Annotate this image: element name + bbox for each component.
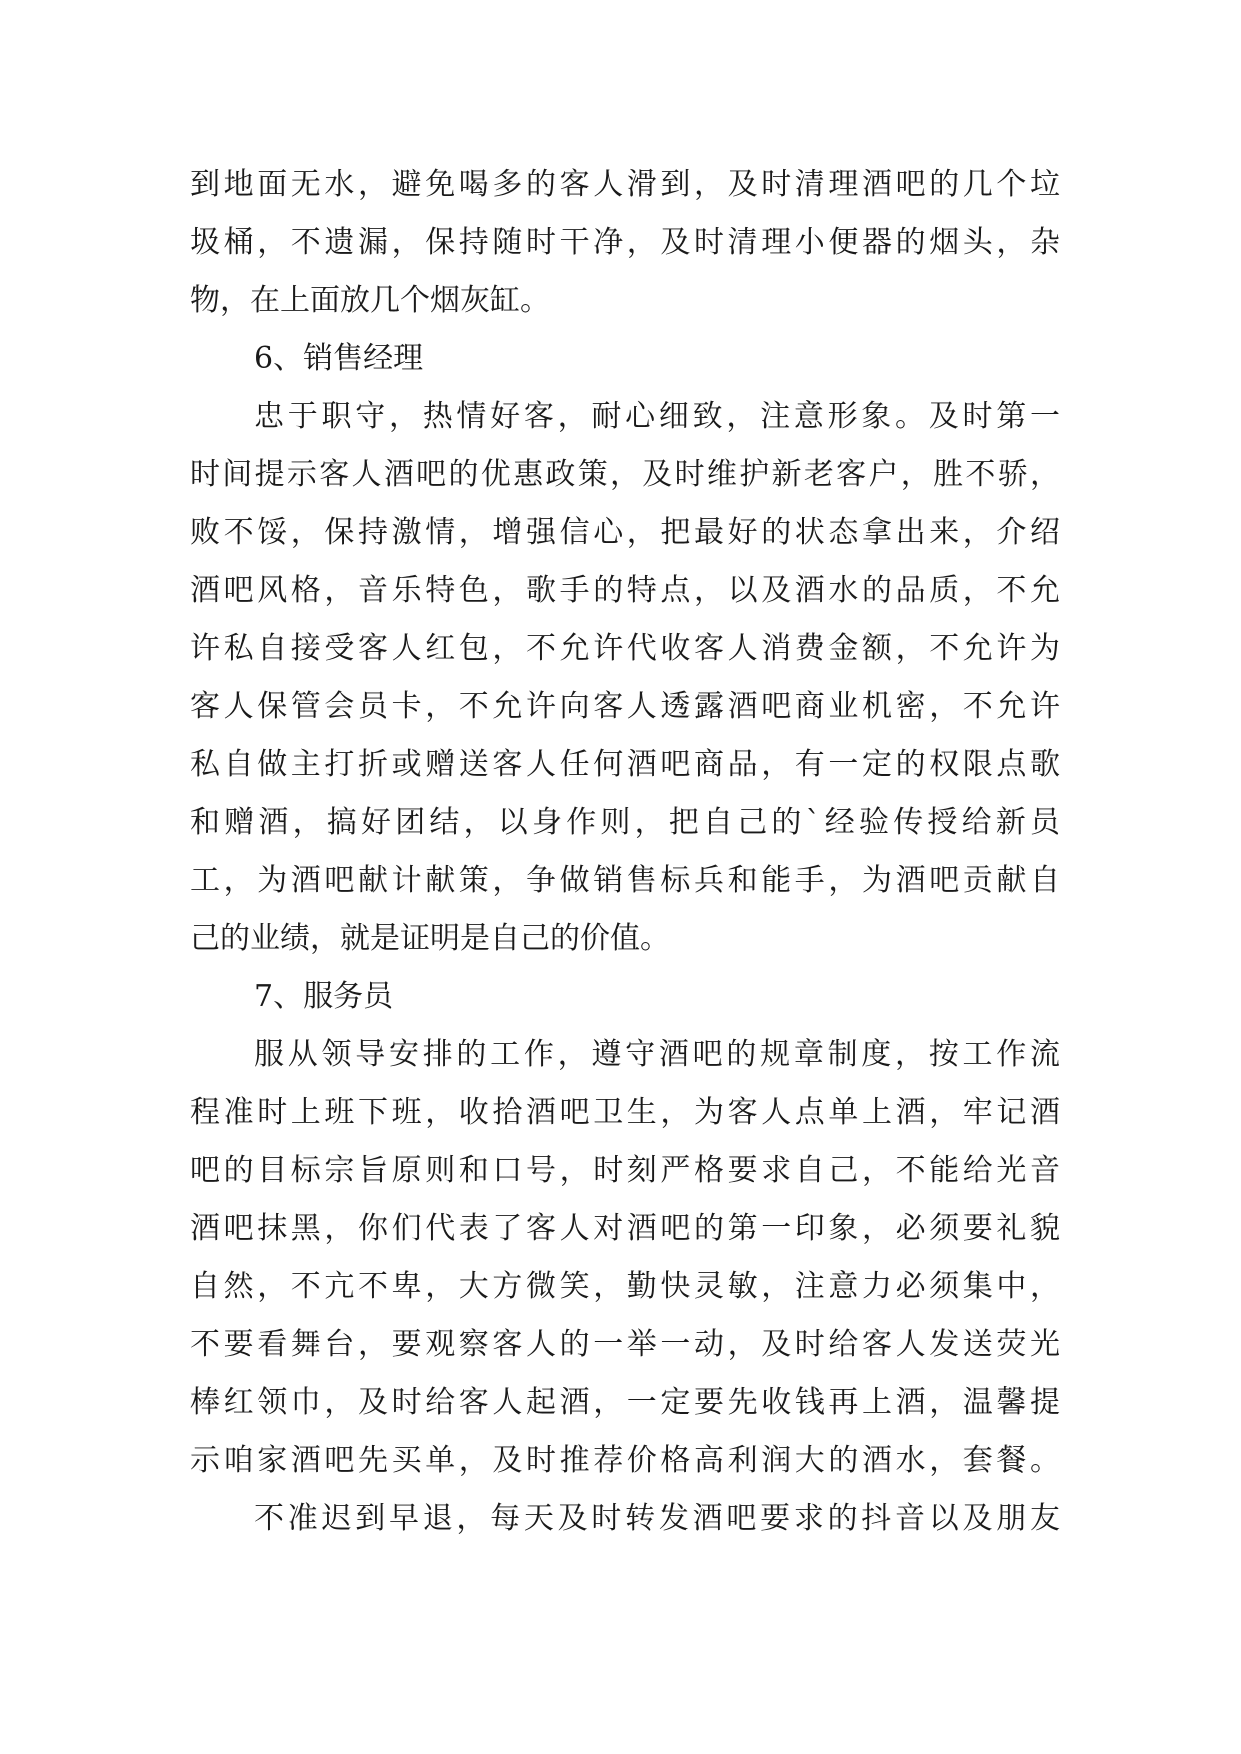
text-line: 到地面无水，避免喝多的客人滑到，及时清理酒吧的几个垃: [190, 167, 1060, 202]
text-line: 棒红领巾，及时给客人起酒，一定要先收钱再上酒，温馨提: [190, 1385, 1060, 1420]
text-line: 示咱家酒吧先买单，及时推荐价格高利润大的酒水，套餐。: [190, 1443, 1060, 1478]
paragraph-first-line: 不准迟到早退，每天及时转发酒吧要求的抖音以及朋友: [254, 1501, 1060, 1536]
paragraph-first-line: 服从领导安排的工作，遵守酒吧的规章制度，按工作流: [254, 1037, 1060, 1072]
text-line: 败不馁，保持激情，增强信心，把最好的状态拿出来，介绍: [190, 515, 1060, 550]
text-line: 和赠酒，搞好团结，以身作则，把自己的`经验传授给新员: [190, 805, 1060, 840]
text-line: 许私自接受客人红包，不允许代收客人消费金额，不允许为: [190, 631, 1060, 666]
text-line: 不要看舞台，要观察客人的一举一动，及时给客人发送荧光: [190, 1327, 1060, 1362]
text-line: 己的业绩，就是证明是自己的价值。: [190, 921, 670, 956]
text-line: 吧的目标宗旨原则和口号，时刻严格要求自己，不能给光音: [190, 1153, 1060, 1188]
text-line: 物，在上面放几个烟灰缸。: [190, 283, 550, 318]
paragraph-first-line: 忠于职守，热情好客，耐心细致，注意形象。及时第一: [254, 399, 1060, 434]
text-line: 时间提示客人酒吧的优惠政策，及时维护新老客户，胜不骄，: [190, 457, 1060, 492]
text-line: 客人保管会员卡，不允许向客人透露酒吧商业机密，不允许: [190, 689, 1060, 724]
section-heading: 6、销售经理: [254, 341, 424, 376]
text-line: 圾桶，不遗漏，保持随时干净，及时清理小便器的烟头，杂: [190, 225, 1060, 260]
text-line: 私自做主打折或赠送客人任何酒吧商品，有一定的权限点歌: [190, 747, 1060, 782]
section-heading: 7、服务员: [254, 979, 394, 1014]
text-line: 工，为酒吧献计献策，争做销售标兵和能手，为酒吧贡献自: [190, 863, 1060, 898]
text-line: 酒吧抹黑，你们代表了客人对酒吧的第一印象，必须要礼貌: [190, 1211, 1060, 1246]
text-line: 程准时上班下班，收拾酒吧卫生，为客人点单上酒，牢记酒: [190, 1095, 1060, 1130]
text-line: 自然，不亢不卑，大方微笑，勤快灵敏，注意力必须集中，: [190, 1269, 1060, 1304]
text-line: 酒吧风格，音乐特色，歌手的特点，以及酒水的品质，不允: [190, 573, 1060, 608]
